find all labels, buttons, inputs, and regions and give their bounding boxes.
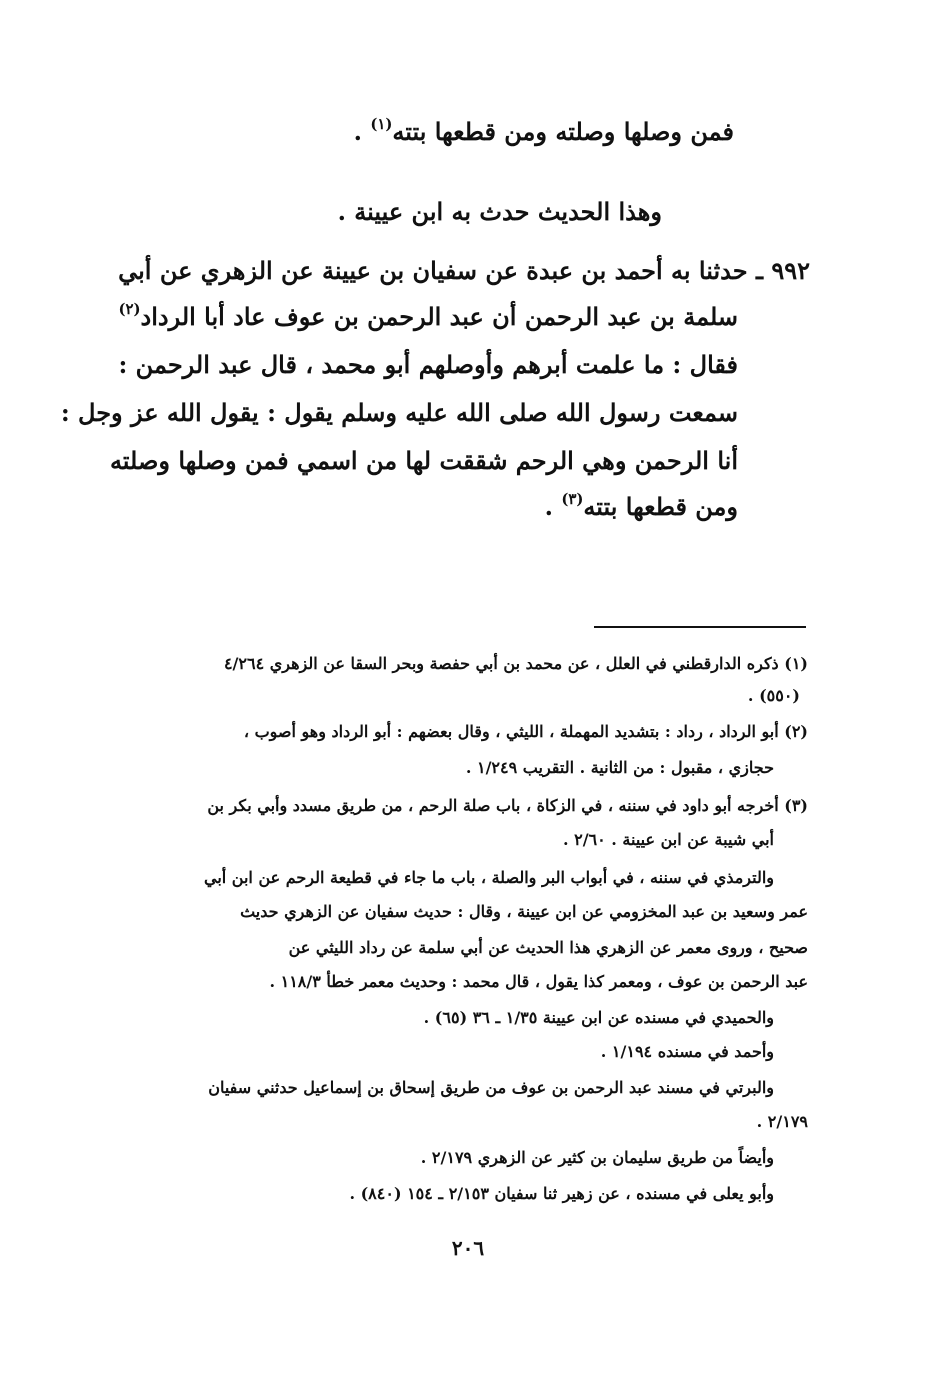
- text-segment: سلمة بن عبد الرحمن أن عبد الرحمن بن عوف عاد أبا الرداد: [140, 302, 738, 331]
- footnote-line: وأحمد في مسنده ١/١٩٤ .: [600, 1042, 774, 1061]
- text-segment: .: [544, 492, 562, 521]
- footnote-marker: (٢): [118, 299, 141, 318]
- hadith-line: ٩٩٢ ـ حدثنا به أحمد بن عبدة عن سفيان بن عيينة عن الزهري عن أبي: [118, 256, 810, 285]
- footnote-marker: (١): [370, 114, 393, 133]
- text-segment: .: [353, 117, 371, 146]
- hadith-line: أنا الرحمن وهي الرحم شققت لها من اسمي فمن وصلها وصلته: [109, 446, 738, 475]
- text-segment: ومن قطعها بتته: [583, 492, 738, 521]
- footnote-line: وأبو يعلى في مسنده ، عن زهير ثنا سفيان ٢/١٥٣ ـ ١٥٤ (٨٤٠) .: [349, 1184, 774, 1203]
- footnote-line: عمر وسعيد بن عبد المخزومي عن ابن عيينة ، وقال : حديث سفيان عن الزهري حديث: [240, 902, 808, 921]
- footnote-line: والحميدي في مسنده عن ابن عيينة ١/٣٥ ـ ٣٦ (٦٥) .: [423, 1008, 774, 1027]
- hadith-line: سمعت رسول الله صلى الله عليه وسلم يقول : يقول الله عز وجل :: [60, 398, 738, 427]
- footnote-line: (٣) أخرجه أبو داود في سننه ، في الزكاة ، باب صلة الرحم ، من طريق مسدد وأبي بكر بن: [207, 796, 808, 815]
- footnote-line: عبد الرحمن بن عوف ، ومعمر كذا يقول ، قال محمد : وحديث معمر خطأ ١١٨/٣ .: [269, 972, 808, 991]
- text-line: [353, 114, 734, 146]
- footnote-line: وأيضاً من طريق سليمان بن كثير عن الزهري ٢/١٧٩ .: [420, 1148, 774, 1167]
- page-number: ٢٠٦: [451, 1236, 485, 1260]
- footnote-marker: (٣): [561, 489, 584, 508]
- footnote-line: (١) ذكره الدارقطني في العلل ، عن محمد بن أبي حفصة وبحر السقا عن الزهري ٤/٢٦٤: [223, 654, 808, 673]
- text-segment: فمن وصلها وصلته ومن قطعها بتته: [392, 117, 734, 146]
- footnote-line: والترمذي في سننه ، في أبواب البر والصلة ، باب ما جاء في قطيعة الرحم عن ابن أبي: [203, 868, 774, 887]
- hadith-line: فقال : ما علمت أبرهم وأوصلهم أبو محمد ، قال عبد الرحمن :: [118, 350, 738, 379]
- footnote-line: (٥٥٠) .: [747, 686, 800, 705]
- footnote-line: (٢) أبو الرداد ، رداد : بتشديد المهملة ، الليثي ، وقال بعضهم : أبو الرداد وهو أصوب ،: [243, 722, 808, 741]
- footnote-separator: [594, 626, 806, 628]
- footnote-line: صحيح ، وروى معمر عن الزهري هذا الحديث عن أبي سلمة عن رداد الليثي عن: [288, 938, 808, 957]
- footnote-line: والبرتي في مسند عبد الرحمن بن عوف من طريق إسحاق بن إسماعيل حدثني سفيان: [208, 1078, 774, 1097]
- footnote-line: ٢/١٧٩ .: [756, 1112, 808, 1131]
- hadith-line: [118, 299, 738, 331]
- text-line: وهذا الحديث حدث به ابن عيينة .: [337, 197, 662, 226]
- footnote-line: حجازي ، مقبول : من الثانية . التقريب ١/٢٤٩ .: [465, 758, 774, 777]
- hadith-line: [544, 489, 738, 521]
- footnote-line: أبي شيبة عن ابن عيينة . ٢/٦٠ .: [562, 830, 774, 849]
